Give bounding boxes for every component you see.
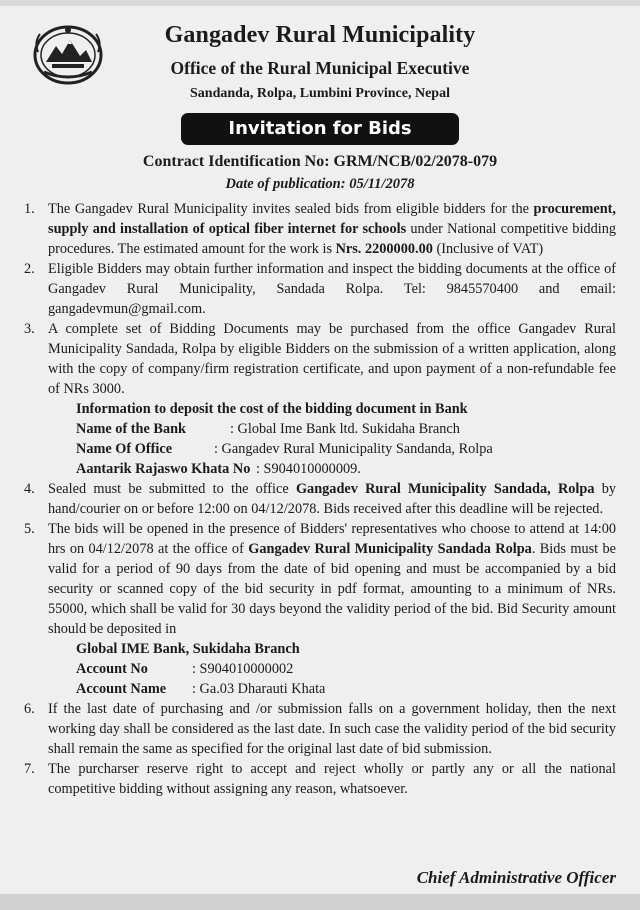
item-number: 1. <box>24 201 35 217</box>
signature: Chief Administrative Officer <box>416 868 616 887</box>
bank-label: Name of the Bank <box>76 421 187 437</box>
item-bold-part: procurement, supply and installation of optical fiber internet for schools <box>48 201 616 237</box>
item-text: A complete set of Bidding Documents may be purchased from the office Gangadev Rural Municipality Sandada, Rolpa by eligible Bidders on the submission of a written application, along with the copy of company/firm registration certificate, and upon payment of a non-refundable fee of NRs 3000. <box>48 321 616 397</box>
account-no-label: Account No <box>76 661 148 677</box>
account-no-value: : S904010000002 <box>192 661 294 677</box>
item-text: The purcharser reserve right to accept and reject wholly or partly any or all the national competitive bidding without assigning any reason, whatsoever. <box>48 761 616 797</box>
invitation-banner: Invitation for Bids <box>181 113 459 145</box>
item-text-part: . Bids must be valid for a period of 90 days from the date of bid opening and must be accompanied by a bid security or scanned copy of the bid security in pdf format, amounting to a minimum of NRs. 55000, which shall be valid for 30 days beyond the validity period of the bid. Bid Security amount should be deposited in <box>48 541 616 637</box>
item-number: 4. <box>24 481 35 497</box>
list-item <box>24 319 616 399</box>
list-item <box>24 199 616 259</box>
account-name-row <box>76 679 616 699</box>
deposit-info <box>76 399 616 479</box>
item-text <box>48 479 616 519</box>
account-no-row <box>76 659 616 679</box>
item-text-part: by hand/courier on or before 12:00 on 04/12/2078. Bids received after this deadline will be rejected. <box>48 481 617 517</box>
security-bank: Global IME Bank, Sukidaha Branch <box>76 641 300 657</box>
account-name-label: Account Name <box>76 681 167 697</box>
page-title: Gangadev Rural Municipality <box>164 22 476 48</box>
account-name-value: : Ga.03 Dharauti Khata <box>192 681 326 697</box>
list-item <box>24 519 616 639</box>
contract-id: Contract Identification No: GRM/NCB/02/2078-079 <box>142 153 498 170</box>
bottom-border <box>0 894 640 910</box>
list-item <box>24 259 616 319</box>
item-number: 3. <box>24 321 35 337</box>
item-number: 6. <box>24 701 35 717</box>
item-text-part: The Gangadev Rural Municipality invites sealed bids from eligible bidders for the <box>48 201 534 217</box>
item-bold-part: Gangadev Rural Municipality Sandada, Rolpa <box>295 481 595 497</box>
notice-body <box>24 199 616 799</box>
bank-value: : Global Ime Bank ltd. Sukidaha Branch <box>230 421 460 437</box>
list-item <box>24 759 616 799</box>
nepal-government-emblem-icon <box>32 22 104 86</box>
office-label: Name Of Office <box>76 441 173 457</box>
item-text-part: (Inclusive of VAT) <box>432 241 544 257</box>
office-value: : Gangadev Rural Municipality Sandanda, Rolpa <box>214 441 493 457</box>
item-number: 2. <box>24 261 35 277</box>
office-subtitle: Office of the Rural Municipal Executive <box>170 58 470 78</box>
khata-row <box>76 459 616 479</box>
office-address: Sandanda, Rolpa, Lumbini Province, Nepal <box>190 86 450 101</box>
item-text <box>48 199 616 259</box>
item-text-part: Sealed must be submitted to the office <box>48 481 296 497</box>
item-text-part: under National competitive bidding procedures. The estimated amount for the work is <box>48 221 616 257</box>
deposit-info-title: Information to deposit the cost of the bidding document in Bank <box>76 401 468 417</box>
item-bold-part: Gangadev Rural Municipality Sandada Rolpa <box>248 541 532 557</box>
item-bold-part: Nrs. 2200000.00 <box>335 241 433 257</box>
list-item <box>24 699 616 759</box>
item-text: Eligible Bidders may obtain further information and inspect the bidding documents at the office of Gangadev Rural Municipality, Sandada Rolpa. Tel: 9845570400 and email: gangadevmun@gmail.com. <box>48 261 616 317</box>
item-text-part: The bids will be opened in the presence of Bidders' representatives who choose to attend at 14:00 hrs on 04/12/2078 at the office of <box>48 521 616 557</box>
publication-date: Date of publication: 05/11/2078 <box>225 176 415 192</box>
top-border <box>0 0 640 6</box>
security-account <box>76 639 616 699</box>
item-text <box>48 519 616 639</box>
khata-value: : S904010000009. <box>256 461 361 477</box>
item-text: If the last date of purchasing and /or submission falls on a government holiday, then the next working day shall be considered as the last date. In such case the validity period of the bid security shall remain the same as specified for the original last date of bid submission. <box>48 701 616 757</box>
bank-row <box>76 419 616 439</box>
khata-label: Aantarik Rajaswo Khata No <box>76 461 251 477</box>
list-item <box>24 479 616 519</box>
office-row <box>76 439 616 459</box>
item-number: 5. <box>24 521 35 537</box>
item-number: 7. <box>24 761 35 777</box>
